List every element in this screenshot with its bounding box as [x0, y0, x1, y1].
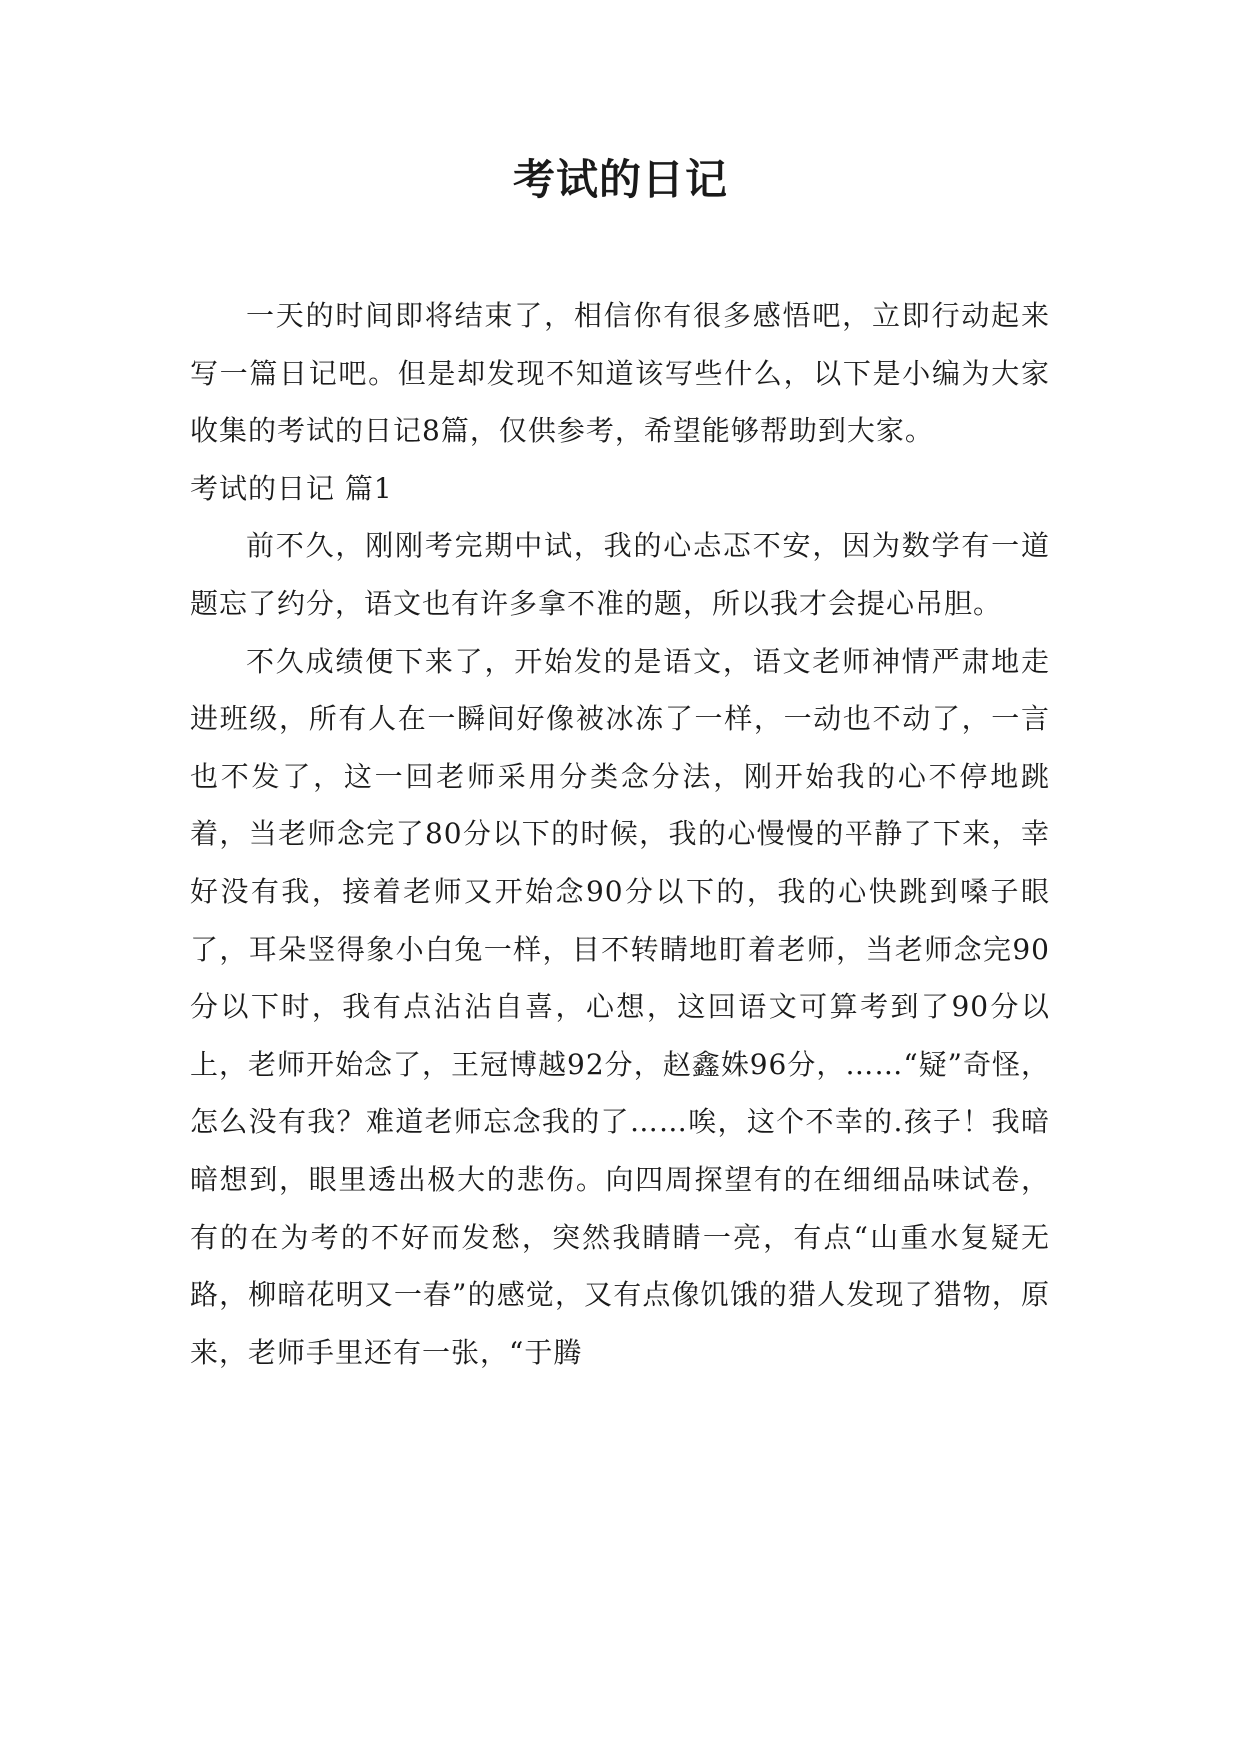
document-body — [190, 287, 1050, 1381]
intro-paragraph: 一天的时间即将结束了，相信你有很多感悟吧，立即行动起来写一篇日记吧。但是却发现不知道该写些什么，以下是小编为大家收集的考试的日记8篇，仅供参考，希望能够帮助到大家。 — [190, 299, 1050, 448]
body-paragraph: 不久成绩便下来了，开始发的是语文，语文老师神情严肃地走进班级，所有人在一瞬间好像被冰冻了一样，一动也不动了，一言也不发了，这一回老师采用分类念分法，刚开始我的心不停地跳着，当老师念完了80分以下的时候，我的心慢慢的平静了下来，幸好没有我，接着老师又开始念90分以下的，我的心快跳到嗓子眼了，耳朵竖得象小白兔一样，目不转睛地盯着老师，当老师念完90分以下时，我有点沾沾自喜，心想，这回语文可算考到了90分以上，老师开始念了，王冠博越92分，赵鑫姝96分，……“疑”奇怪，怎么没有我？难道老师忘念我的了……唉，这个不幸的.孩子！我暗暗想到，眼里透出极大的悲伤。向四周探望有的在细细品味试卷，有的在为考的不好而发愁，突然我睛睛一亮，有点“山重水复疑无路，柳暗花明又一春”的感觉，又有点像饥饿的猎人发现了猎物，原来，老师手里还有一张，“于腾 — [190, 644, 1050, 1369]
section-heading: 考试的日记 篇1 — [190, 471, 393, 505]
body-paragraph: 前不久，刚刚考完期中试，我的心忐忑不安，因为数学有一道题忘了约分，语文也有许多拿不准的题，所以我才会提心吊胆。 — [190, 529, 1050, 620]
document-title: 考试的日记 — [512, 155, 728, 204]
